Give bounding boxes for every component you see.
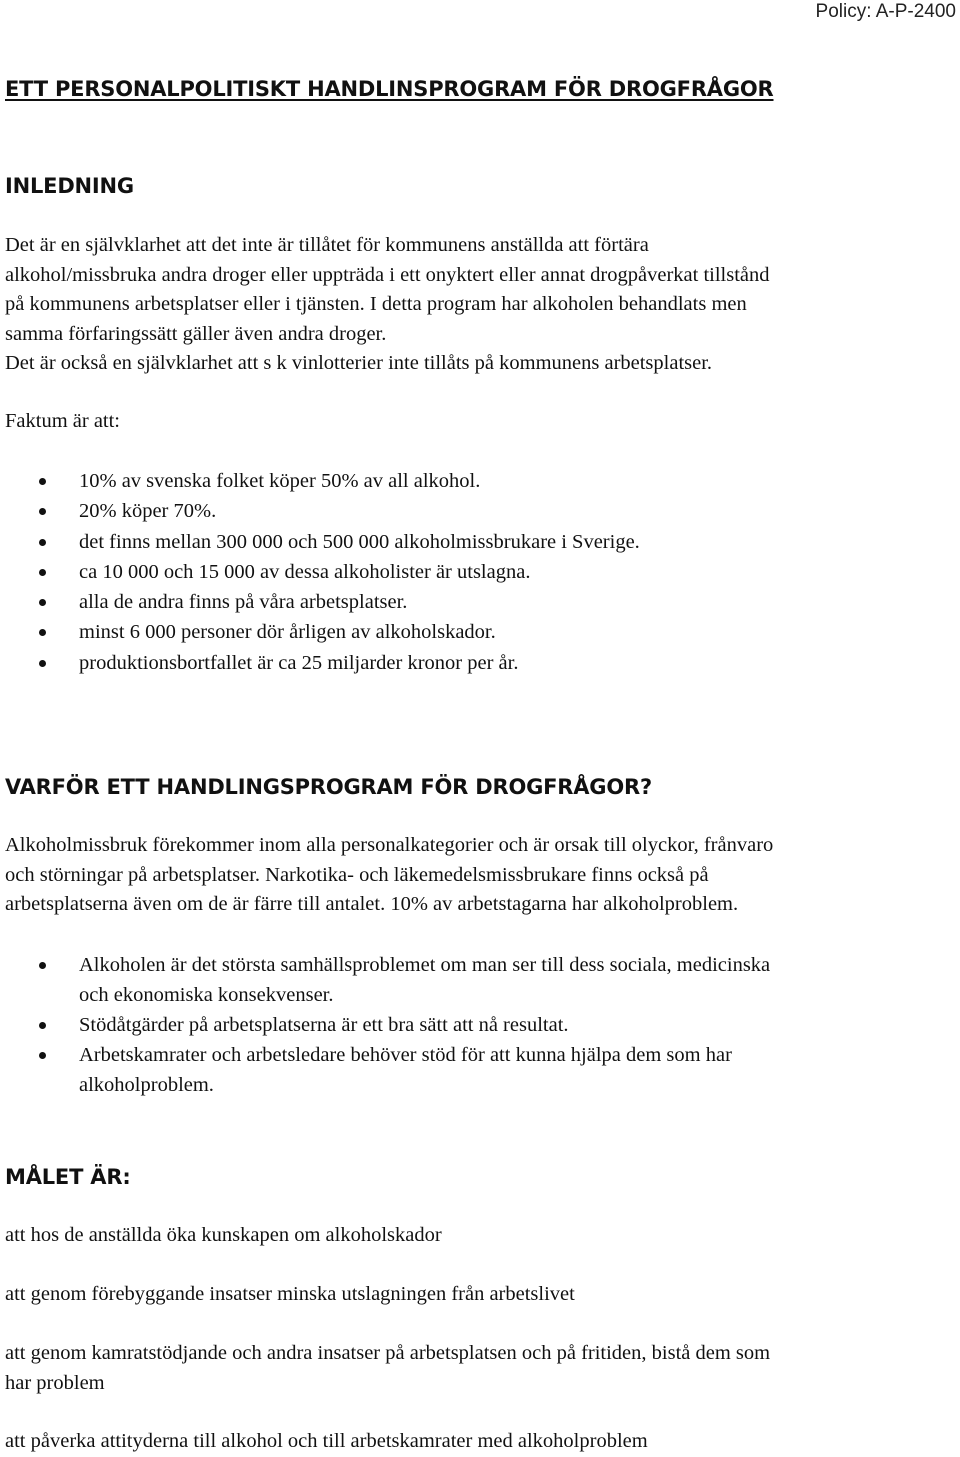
bullet-icon xyxy=(39,569,46,576)
why-item xyxy=(5,950,955,1010)
bullet-icon xyxy=(39,599,46,606)
document-title: ETT PERSONALPOLITISKT HANDLINSPROGRAM FÖR DROGFRÅGOR xyxy=(5,77,774,101)
goal-item xyxy=(5,1339,955,1398)
goal-item-line: att genom kamratstödjande och andra insatser på arbetsplatsen och på fritiden, bistå dem som xyxy=(5,1342,771,1364)
intro-line: samma förfaringssätt gäller även andra droger. xyxy=(5,322,387,345)
bullet-icon xyxy=(39,962,46,969)
fact-item xyxy=(5,617,955,647)
why-list xyxy=(5,950,955,1100)
fact-text: produktionsbortfallet är ca 25 miljarder kronor per år. xyxy=(79,651,519,674)
goal-item xyxy=(5,1427,955,1457)
goal-item xyxy=(5,1221,955,1251)
facts-list xyxy=(5,466,955,678)
bullet-icon xyxy=(39,478,46,485)
fact-item xyxy=(5,466,955,496)
goal-item-line: har problem xyxy=(5,1371,105,1394)
goal-item-line: att påverka attityderna till alkohol och till arbetskamrater med alkoholproblem xyxy=(5,1430,648,1452)
bullet-icon xyxy=(39,508,46,515)
fact-text: det finns mellan 300 000 och 500 000 alkoholmissbrukare i Sverige. xyxy=(79,530,640,553)
goal-heading: MÅLET ÄR: xyxy=(5,1165,131,1189)
fact-text: 20% köper 70%. xyxy=(79,500,217,523)
why-item-line: Alkoholen är det största samhällsproblemet om man ser till dess sociala, medicinska xyxy=(79,954,771,976)
intro-line: på kommunens arbetsplatser eller i tjänsten. I detta program har alkoholen behandlats men xyxy=(5,293,747,315)
policy-reference: Policy: A-P-2400 xyxy=(815,1,956,22)
why-line: och störningar på arbetsplatser. Narkotika- och läkemedelsmissbrukare finns också på xyxy=(5,863,709,886)
fact-item xyxy=(5,496,955,526)
fact-text: ca 10 000 och 15 000 av dessa alkoholister är utslagna. xyxy=(79,560,531,583)
fact-text: minst 6 000 personer dör årligen av alkoholskador. xyxy=(79,621,496,644)
faktum-label: Faktum är att: xyxy=(5,410,121,432)
fact-text: 10% av svenska folket köper 50% av all alkohol. xyxy=(79,470,481,492)
fact-item xyxy=(5,648,955,678)
why-line: Alkoholmissbruk förekommer inom alla personalkategorier och är orsak till olyckor, frånvaro xyxy=(5,834,774,856)
intro-line: alkohol/missbruka andra droger eller uppträda i ett onyktert eller annat drogpåverkat tillstånd xyxy=(5,263,770,286)
bullet-icon xyxy=(39,539,46,546)
why-item xyxy=(5,1040,955,1100)
intro-line: Det är en självklarhet att det inte är tillåtet för kommunens anställda att förtära xyxy=(5,234,649,256)
fact-text: alla de andra finns på våra arbetsplatser. xyxy=(79,591,408,614)
why-paragraph xyxy=(5,831,955,920)
goal-item xyxy=(5,1280,955,1310)
why-item-line: Arbetskamrater och arbetsledare behöver stöd för att kunna hjälpa dem som har xyxy=(79,1044,732,1066)
why-item-line: och ekonomiska konsekvenser. xyxy=(79,984,334,1006)
fact-item xyxy=(5,587,955,617)
fact-item xyxy=(5,557,955,587)
bullet-icon xyxy=(39,629,46,636)
why-heading: VARFÖR ETT HANDLINGSPROGRAM FÖR DROGFRÅGOR? xyxy=(5,775,652,799)
why-item-line: alkoholproblem. xyxy=(79,1074,214,1096)
bullet-icon xyxy=(39,1052,46,1059)
vinlotterier-paragraph: Det är också en självklarhet att s k vinlotterier inte tillåts på kommunens arbetsplatser. xyxy=(5,352,713,374)
why-line: arbetsplatserna även om de är färre till antalet. 10% av arbetstagarna har alkoholproblem. xyxy=(5,893,739,915)
goal-item-line: att hos de anställda öka kunskapen om alkoholskador xyxy=(5,1224,442,1246)
fact-item xyxy=(5,527,955,557)
bullet-icon xyxy=(39,1022,46,1029)
bullet-icon xyxy=(39,660,46,667)
intro-heading: INLEDNING xyxy=(5,174,134,198)
why-item xyxy=(5,1010,955,1040)
why-item-line: Stödåtgärder på arbetsplatserna är ett bra sätt att nå resultat. xyxy=(79,1014,569,1036)
intro-paragraph xyxy=(5,231,955,349)
goal-item-line: att genom förebyggande insatser minska utslagningen från arbetslivet xyxy=(5,1283,575,1305)
